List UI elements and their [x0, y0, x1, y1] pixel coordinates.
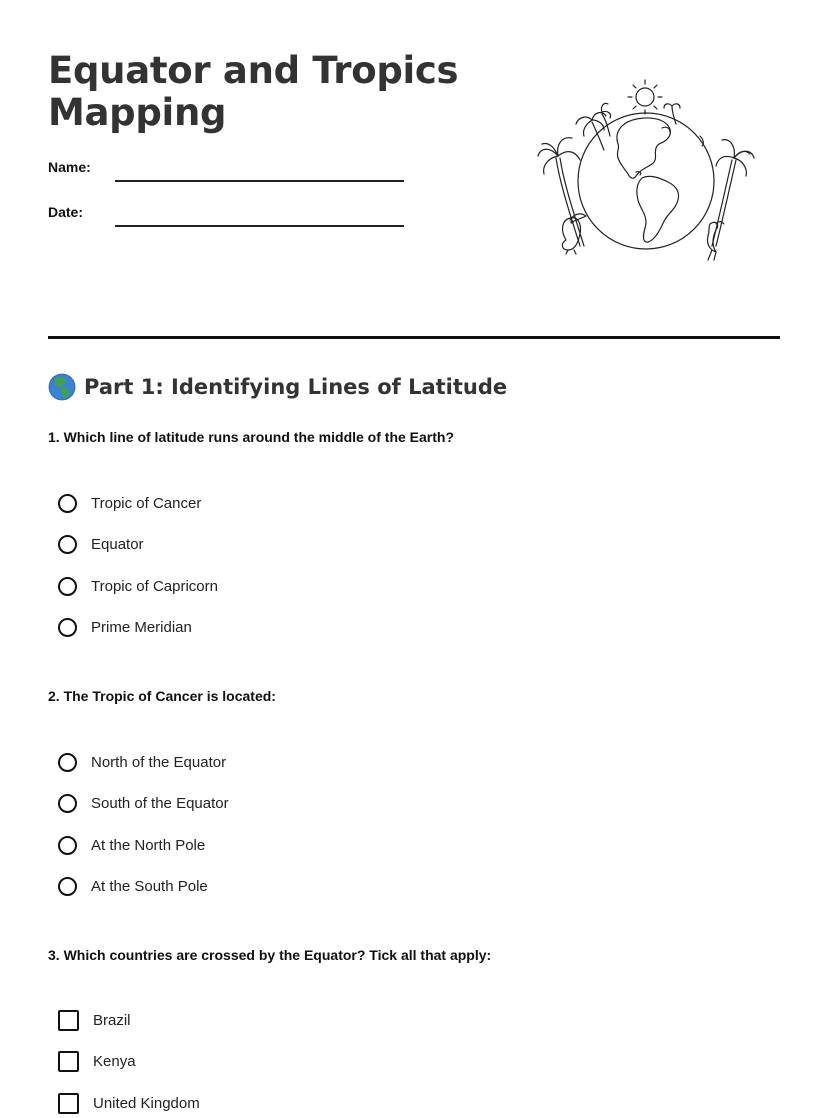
globe-americas-icon: [48, 373, 76, 401]
q2-option-2[interactable]: [58, 791, 229, 815]
option-label: North of the Equator: [91, 753, 227, 771]
name-field[interactable]: [48, 159, 408, 189]
name-label: Name:: [48, 159, 91, 175]
radio-button[interactable]: [58, 618, 77, 637]
sun-icon: [628, 80, 662, 114]
radio-button[interactable]: [58, 877, 77, 896]
q2-option-4[interactable]: [58, 874, 208, 898]
toucan-icon: [562, 214, 586, 254]
q1-option-3[interactable]: [58, 574, 218, 598]
question-2: 2. The Tropic of Cancer is located:: [48, 688, 276, 704]
part1-heading: [48, 373, 507, 401]
section-divider: [48, 336, 780, 339]
earth-globe-icon: [578, 113, 714, 249]
date-field[interactable]: [48, 204, 408, 234]
radio-button[interactable]: [58, 535, 77, 554]
q1-option-4[interactable]: [58, 615, 192, 639]
option-label: Equator: [91, 535, 144, 553]
radio-button[interactable]: [58, 794, 77, 813]
option-label: At the North Pole: [91, 836, 206, 854]
checkbox[interactable]: [58, 1051, 79, 1072]
q1-option-2[interactable]: [58, 532, 144, 556]
radio-button[interactable]: [58, 836, 77, 855]
radio-button[interactable]: [58, 577, 77, 596]
question-3: 3. Which countries are crossed by the Equator? Tick all that apply:: [48, 947, 492, 963]
bird-icon: [707, 222, 724, 260]
question-1: 1. Which line of latitude runs around the middle of the Earth?: [48, 429, 455, 445]
q2-option-3[interactable]: [58, 833, 205, 857]
q3-option-3[interactable]: [58, 1091, 200, 1115]
option-label: United Kingdom: [93, 1094, 200, 1112]
option-label: Tropic of Capricorn: [91, 577, 218, 595]
checkbox[interactable]: [58, 1010, 79, 1031]
option-label: At the South Pole: [91, 877, 208, 895]
q1-option-1[interactable]: [58, 491, 201, 515]
option-label: Kenya: [93, 1052, 136, 1070]
option-label: Prime Meridian: [91, 618, 192, 636]
q3-option-1[interactable]: [58, 1008, 131, 1032]
q2-option-1[interactable]: [58, 750, 226, 774]
palm-tree-right-icon: [712, 140, 754, 246]
palm-tree-icon: [538, 138, 584, 246]
option-label: South of the Equator: [91, 794, 229, 812]
q3-option-2[interactable]: [58, 1049, 136, 1073]
worksheet-title: Equator and Tropics Mapping: [48, 49, 459, 134]
part1-heading-text: Part 1: Identifying Lines of Latitude: [84, 375, 508, 399]
date-label: Date:: [48, 204, 84, 220]
date-line[interactable]: [115, 225, 404, 227]
radio-button[interactable]: [58, 494, 77, 513]
name-line[interactable]: [115, 180, 404, 182]
option-label: Tropic of Cancer: [91, 494, 202, 512]
option-label: Brazil: [93, 1011, 131, 1029]
globe-tropics-illustration: [530, 74, 760, 266]
checkbox[interactable]: [58, 1093, 79, 1114]
radio-button[interactable]: [58, 753, 77, 772]
